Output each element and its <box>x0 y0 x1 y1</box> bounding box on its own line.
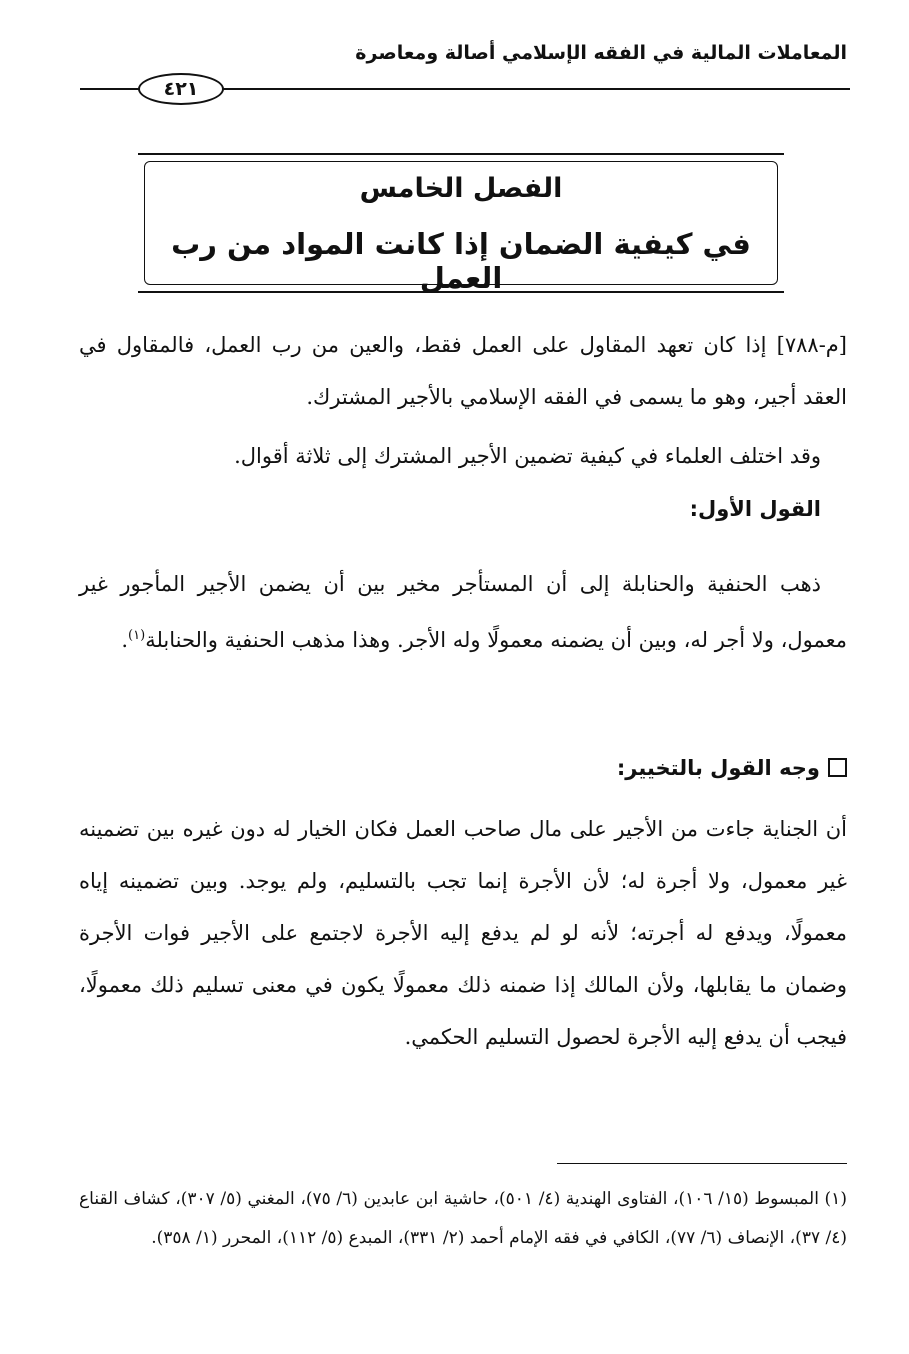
chapter-subtitle: في كيفية الضمان إذا كانت المواد من رب العمل <box>171 227 751 295</box>
paragraph-intro: [م-٧٨٨] إذا كان تعهد المقاول على العمل فقط، والعين من رب العمل، فالمقاول في العقد أجير، وهو ما يسمى في الفقه الإسلامي بالأجير المشترك. <box>79 333 847 409</box>
heading-reason <box>617 756 847 780</box>
chapter-title-box <box>138 153 784 293</box>
paragraph-first-opinion-text: ذهب الحنفية والحنابلة إلى أن المستأجر مخير بين أن يضمن الأجير المأجور غير معمول، ولا أجر له، وبين أن يضمنه معمولًا وله الأجر. وهذا مذهب الحنفية والحنابلة <box>79 572 847 652</box>
running-header: المعاملات المالية في الفقه الإسلامي أصالة ومعاصرة <box>355 42 847 64</box>
paragraph-disagreement: وقد اختلف العلماء في كيفية تضمين الأجير المشترك إلى ثلاثة أقوال. <box>234 444 821 468</box>
paragraph-first-opinion <box>79 558 847 666</box>
checkbox-bullet-icon <box>828 758 847 777</box>
footnote-ref-1: (١) <box>128 628 146 643</box>
chapter-title: الفصل الخامس <box>359 173 563 204</box>
heading-reason-text: وجه القول بالتخيير: <box>616 756 820 780</box>
heading-first-opinion: القول الأول: <box>689 497 821 521</box>
paragraph-reason: أن الجناية جاءت من الأجير على مال صاحب العمل فكان الخيار له دون غيره بين تضمينه غير معمول، ولا أجرة له؛ لأن الأجرة إنما تجب بالتسليم، ولم يوجد. وبين تضمينه إياه معمولًا، ويدفع له أجرته؛ لأنه لو لم يدفع إليه الأجرة لاجتمع على الأجير فوات الأجرة وضمان ما يقابلها، ولأن المالك إذا ضمنه ذلك معمولًا يكون في معنى تسليم ذلك معمولًا، فيجب أن يدفع إليه الأجرة لحصول التسليم الحكمي. <box>79 817 847 1049</box>
footnote-rule <box>557 1163 847 1164</box>
footnote-1: (١) المبسوط (١٥/ ١٠٦)، الفتاوى الهندية (٤/ ٥٠١)، حاشية ابن عابدين (٦/ ٧٥)، المغني (٥/ ٣٠٧)، كشاف القناع (٤/ ٣٧)، الإنصاف (٦/ ٧٧)، الكافي في فقه الإمام أحمد (٢/ ٣٣١)، المبدع (٥/ ١١٢)، المحرر (١/ ٣٥٨). <box>79 1189 847 1248</box>
paragraph-first-opinion-end: . <box>121 628 129 652</box>
page-number: ٤٢١ <box>138 73 224 105</box>
